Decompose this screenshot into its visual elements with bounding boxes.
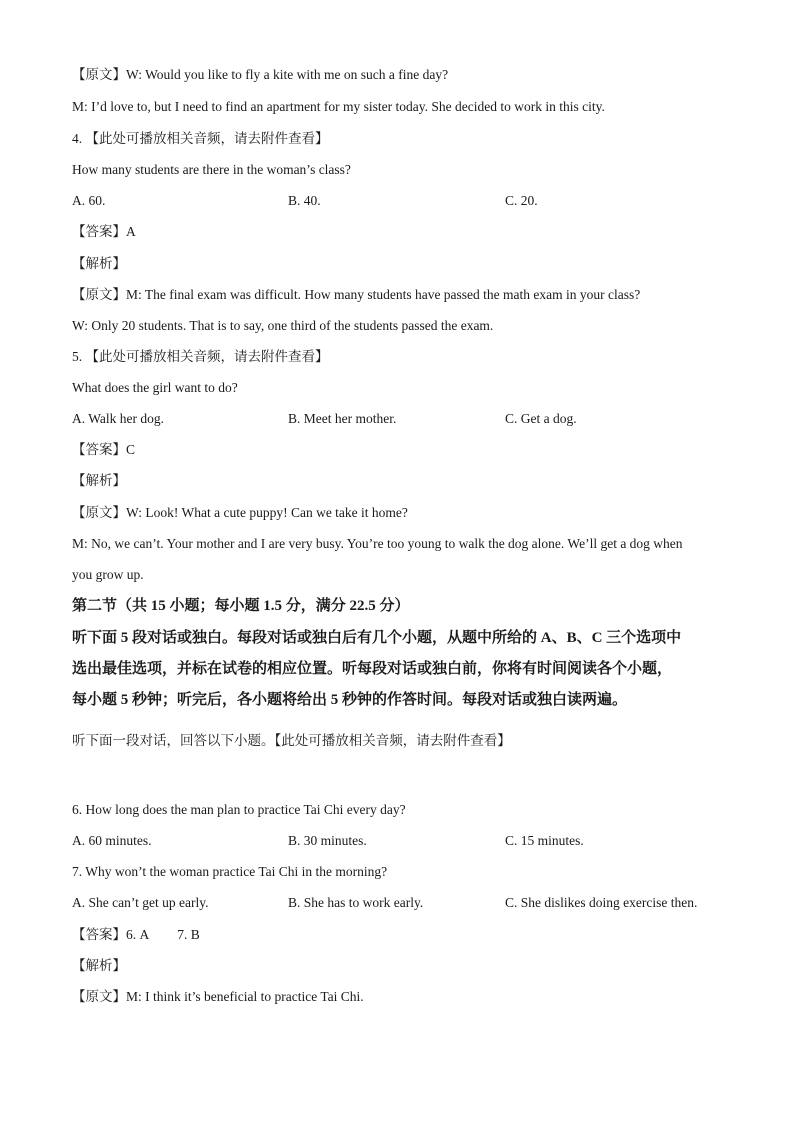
listening-intro: 听下面一段对话，回答以下小题。【此处可播放相关音频，请去附件查看】 xyxy=(72,733,511,748)
answer-label: 【答案】C xyxy=(72,442,136,457)
question-4-text: How many students are there in the woman’s class? xyxy=(72,162,351,177)
transcript-line: 【原文】W: Look! What a cute puppy! Can we take it home? xyxy=(72,505,408,520)
option-c: C. She dislikes doing exercise then. xyxy=(505,895,698,910)
question-5-text: What does the girl want to do? xyxy=(72,380,238,395)
section-2-instruction: 选出最佳选项，并标在试卷的相应位置。听每段对话或独白前，你将有时间阅读各个小题， xyxy=(72,661,673,677)
option-b: B. She has to work early. xyxy=(288,895,424,910)
question-5-header: 5. 【此处可播放相关音频，请去附件查看】 xyxy=(72,349,329,364)
question-4-header: 4. 【此处可播放相关音频，请去附件查看】 xyxy=(72,131,329,146)
option-a: A. She can’t get up early. xyxy=(72,895,209,910)
option-c: C. 15 minutes. xyxy=(505,833,584,848)
transcript-line: M: I’d love to, but I need to find an apartment for my sister today. She decided to work in this city. xyxy=(72,99,605,114)
option-c: C. 20. xyxy=(505,193,538,208)
option-a: A. 60 minutes. xyxy=(72,833,152,848)
transcript-line: you grow up. xyxy=(72,567,144,582)
option-a: A. Walk her dog. xyxy=(72,411,165,426)
question-7-text: 7. Why won’t the woman practice Tai Chi in the morning? xyxy=(72,864,388,879)
transcript-line: M: No, we can’t. Your mother and I are very busy. You’re too young to walk the dog alone. We’ll get a dog when xyxy=(72,536,683,551)
option-b: B. Meet her mother. xyxy=(288,411,397,426)
option-b: B. 40. xyxy=(288,193,321,208)
explanation-label: 【解析】 xyxy=(72,473,126,488)
transcript-line: 【原文】M: I think it’s beneficial to practice Tai Chi. xyxy=(72,989,364,1004)
answer-6: 【答案】6. A xyxy=(72,927,150,942)
option-c: C. Get a dog. xyxy=(505,411,577,426)
section-2-instruction: 每小题 5 秒钟；听完后，各小题将给出 5 秒钟的作答时间。每段对话或独白读两遍。 xyxy=(72,692,628,708)
answer-label: 【答案】A xyxy=(72,224,136,239)
explanation-label: 【解析】 xyxy=(72,256,126,271)
answer-label xyxy=(72,926,200,944)
transcript-line: 【原文】W: Would you like to fly a kite with me on such a fine day? xyxy=(72,67,449,82)
section-2-instruction: 听下面 5 段对话或独白。每段对话或独白后有几个小题，从题中所给的 A、B、C 三个选项中 xyxy=(72,630,682,646)
answer-7: 7. B xyxy=(177,927,200,942)
transcript-line: W: Only 20 students. That is to say, one third of the students passed the exam. xyxy=(72,318,494,333)
option-b: B. 30 minutes. xyxy=(288,833,367,848)
section-2-title: 第二节（共 15 小题；每小题 1.5 分，满分 22.5 分） xyxy=(72,598,410,614)
question-6-text: 6. How long does the man plan to practice Tai Chi every day? xyxy=(72,802,406,817)
option-a: A. 60. xyxy=(72,193,106,208)
explanation-label: 【解析】 xyxy=(72,958,126,973)
transcript-line: 【原文】M: The final exam was difficult. How many students have passed the math exam in your class? xyxy=(72,287,641,302)
